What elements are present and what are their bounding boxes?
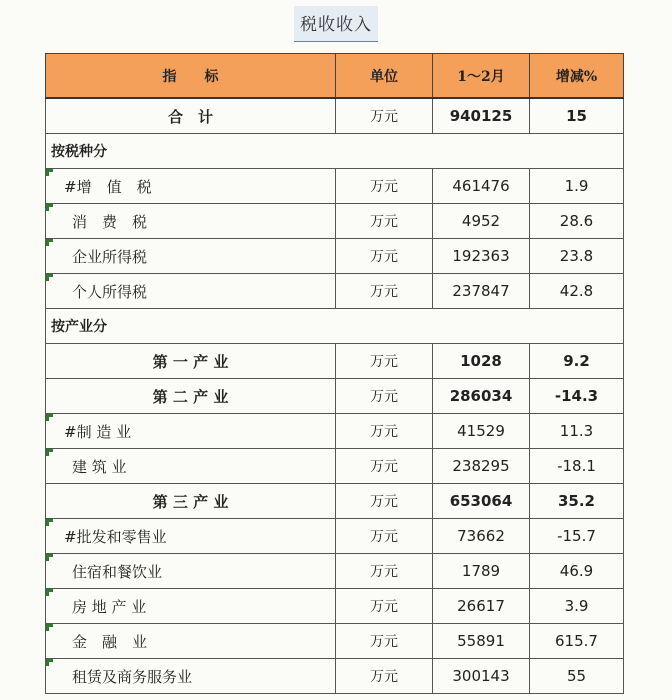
row-value: 26617 bbox=[433, 589, 530, 624]
row-name: #批发和零售业 bbox=[46, 519, 336, 554]
row-unit: 万元 bbox=[336, 239, 433, 274]
row-value: 41529 bbox=[433, 414, 530, 449]
row-unit: 万元 bbox=[336, 659, 433, 694]
row-name: 企业所得税 bbox=[46, 239, 336, 274]
row-change: 46.9 bbox=[530, 554, 624, 589]
header-unit: 单位 bbox=[336, 54, 433, 99]
row-change: 3.9 bbox=[530, 589, 624, 624]
row-name: 第 一 产 业 bbox=[46, 344, 336, 379]
row-value: 1028 bbox=[433, 344, 530, 379]
row-change: 615.7 bbox=[530, 624, 624, 659]
row-unit: 万元 bbox=[336, 554, 433, 589]
row-unit: 万元 bbox=[336, 98, 433, 134]
row-unit: 万元 bbox=[336, 274, 433, 309]
header-change: 增减% bbox=[530, 54, 624, 99]
table-row bbox=[46, 414, 624, 449]
row-change: 35.2 bbox=[530, 484, 624, 519]
table-row bbox=[46, 589, 624, 624]
tax-revenue-table bbox=[45, 53, 624, 694]
section-row bbox=[46, 309, 624, 344]
row-change: 1.9 bbox=[530, 169, 624, 204]
row-value: 55891 bbox=[433, 624, 530, 659]
row-name: 住宿和餐饮业 bbox=[46, 554, 336, 589]
row-unit: 万元 bbox=[336, 169, 433, 204]
row-name: 个人所得税 bbox=[46, 274, 336, 309]
table-row bbox=[46, 379, 624, 414]
row-unit: 万元 bbox=[336, 379, 433, 414]
row-unit: 万元 bbox=[336, 414, 433, 449]
row-name: 合 计 bbox=[46, 98, 336, 134]
row-name: 金 融 业 bbox=[46, 624, 336, 659]
row-change: 55 bbox=[530, 659, 624, 694]
row-value: 286034 bbox=[433, 379, 530, 414]
table-row bbox=[46, 274, 624, 309]
row-value: 192363 bbox=[433, 239, 530, 274]
row-unit: 万元 bbox=[336, 449, 433, 484]
table-row bbox=[46, 449, 624, 484]
row-unit: 万元 bbox=[336, 484, 433, 519]
section-label: 按产业分 bbox=[46, 309, 624, 344]
row-change: 15 bbox=[530, 98, 624, 134]
row-name: 消 费 税 bbox=[46, 204, 336, 239]
table-row bbox=[46, 98, 624, 134]
row-name: 第 二 产 业 bbox=[46, 379, 336, 414]
row-unit: 万元 bbox=[336, 589, 433, 624]
row-name: 房 地 产 业 bbox=[46, 589, 336, 624]
row-value: 300143 bbox=[433, 659, 530, 694]
section-label: 按税种分 bbox=[46, 134, 624, 169]
header-indicator: 指 标 bbox=[46, 54, 336, 99]
table-row bbox=[46, 554, 624, 589]
row-change: -14.3 bbox=[530, 379, 624, 414]
row-change: 9.2 bbox=[530, 344, 624, 379]
row-name: 租赁及商务服务业 bbox=[46, 659, 336, 694]
row-unit: 万元 bbox=[336, 204, 433, 239]
page-title: 税收收入 bbox=[294, 6, 378, 42]
row-name: #制 造 业 bbox=[46, 414, 336, 449]
row-unit: 万元 bbox=[336, 519, 433, 554]
header-row bbox=[46, 54, 624, 99]
table-row bbox=[46, 204, 624, 239]
row-change: 11.3 bbox=[530, 414, 624, 449]
row-value: 1789 bbox=[433, 554, 530, 589]
table-row bbox=[46, 519, 624, 554]
row-value: 238295 bbox=[433, 449, 530, 484]
row-name: 建 筑 业 bbox=[46, 449, 336, 484]
row-value: 4952 bbox=[433, 204, 530, 239]
table-row bbox=[46, 484, 624, 519]
row-name: 第 三 产 业 bbox=[46, 484, 336, 519]
table-row bbox=[46, 624, 624, 659]
row-change: -18.1 bbox=[530, 449, 624, 484]
table-row bbox=[46, 659, 624, 694]
row-change: 28.6 bbox=[530, 204, 624, 239]
table-row bbox=[46, 239, 624, 274]
table-row bbox=[46, 344, 624, 379]
row-change: -15.7 bbox=[530, 519, 624, 554]
row-value: 237847 bbox=[433, 274, 530, 309]
table-row bbox=[46, 169, 624, 204]
header-period: 1～2月 bbox=[433, 54, 530, 99]
row-name: #增 值 税 bbox=[46, 169, 336, 204]
row-value: 940125 bbox=[433, 98, 530, 134]
title-area bbox=[0, 0, 672, 44]
section-row bbox=[46, 134, 624, 169]
row-unit: 万元 bbox=[336, 344, 433, 379]
row-unit: 万元 bbox=[336, 624, 433, 659]
row-value: 653064 bbox=[433, 484, 530, 519]
row-change: 42.8 bbox=[530, 274, 624, 309]
row-change: 23.8 bbox=[530, 239, 624, 274]
row-value: 461476 bbox=[433, 169, 530, 204]
row-value: 73662 bbox=[433, 519, 530, 554]
